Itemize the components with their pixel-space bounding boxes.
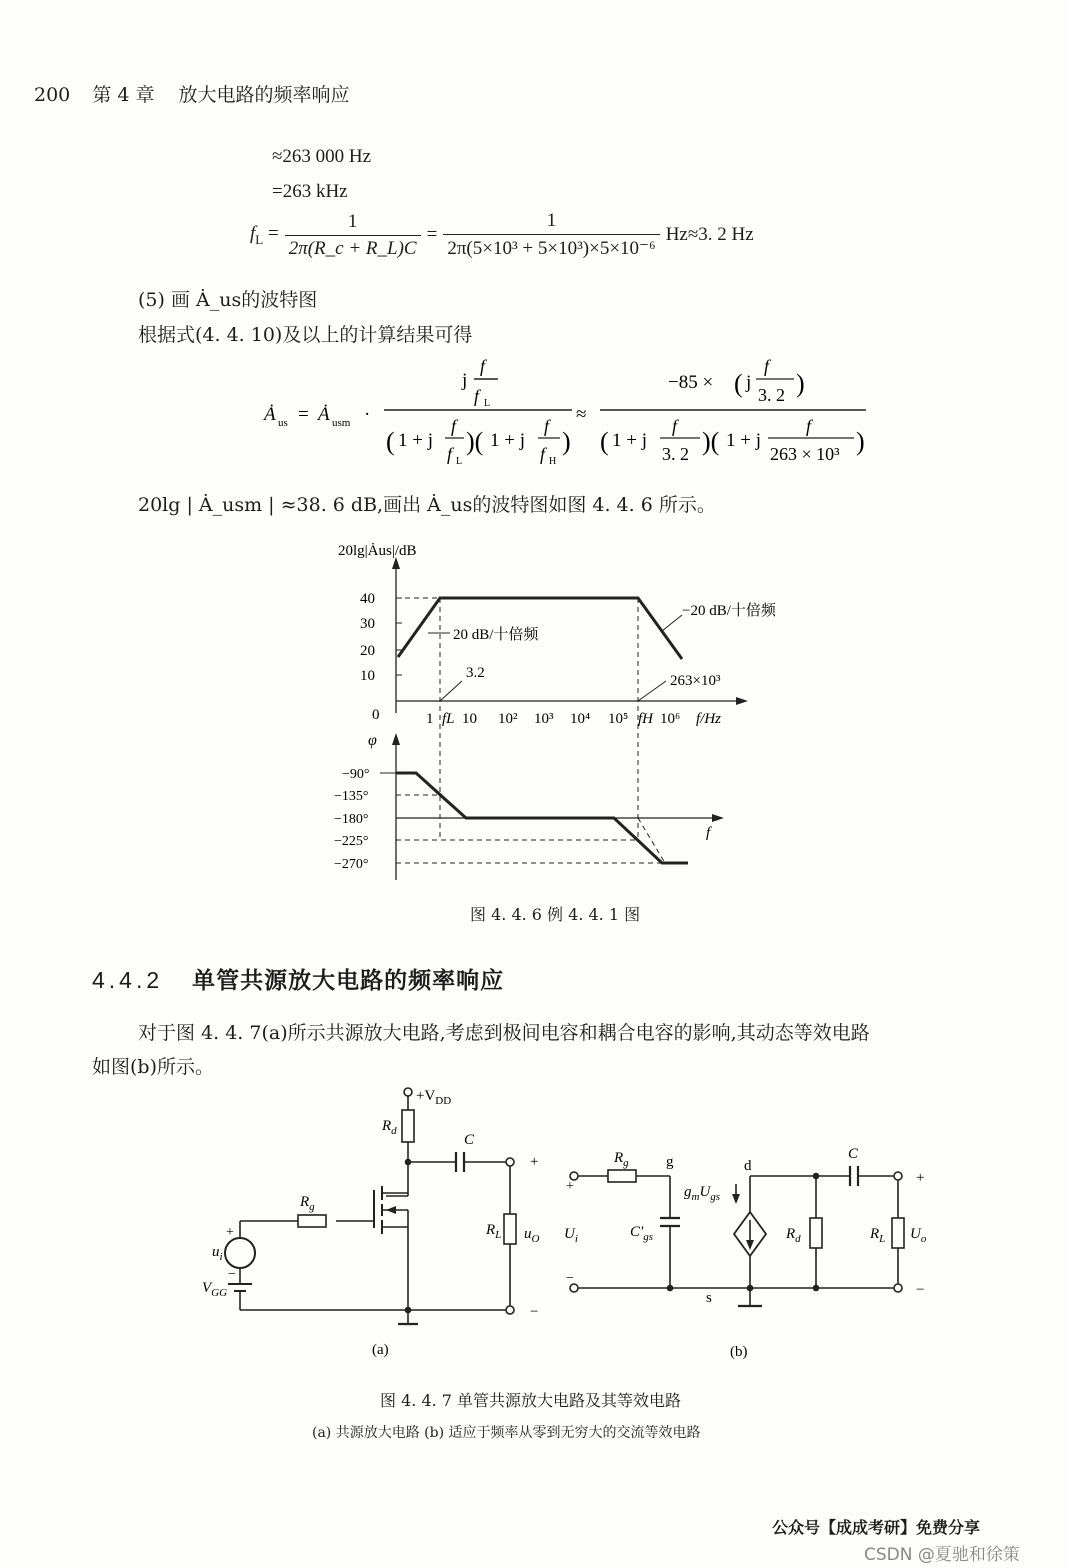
transfer-function <box>264 352 884 477</box>
output-minus-terminal-b <box>894 1284 902 1292</box>
svg-text:j: j <box>462 370 468 391</box>
figure-1-caption: 图 4. 4. 6 例 4. 4. 1 图 <box>470 905 641 924</box>
rg-resistor-b <box>608 1170 636 1182</box>
svg-text:f: f <box>540 444 546 464</box>
ui-plus: + <box>226 1225 234 1240</box>
fl-fraction-2 <box>443 210 659 260</box>
ytick-30: 30 <box>360 616 375 632</box>
fl-subscript: L <box>255 231 264 247</box>
chapter-title: 放大电路的频率响应 <box>178 84 350 106</box>
minus-b-out: − <box>916 1282 925 1298</box>
svg-text:f: f <box>474 386 480 406</box>
slope-up-label: 20 dB/十倍频 <box>453 627 539 643</box>
ytick-40: 40 <box>360 591 375 607</box>
transfer-function-svg <box>264 352 884 477</box>
marker-fl: 3.2 <box>466 665 485 681</box>
xtick-10: 10 <box>462 711 477 727</box>
fl-symbol: f <box>250 222 256 244</box>
slope-down-label: −20 dB/十倍频 <box>682 603 776 619</box>
plus-a: + <box>530 1154 539 1170</box>
svg-text:Ȧ: Ȧ <box>318 404 330 425</box>
magnitude-curve <box>398 598 682 659</box>
vdd-terminal <box>404 1088 412 1096</box>
mag-x-arrow <box>736 697 748 705</box>
cgs-label: $C'_{gs}$ <box>630 1224 654 1243</box>
csdn-watermark: CSDN @夏驰和徐策 <box>864 1545 1020 1565</box>
svg-text:1 + j: 1 + j <box>726 430 761 451</box>
formula-fl-2: 3. 2 <box>662 444 689 464</box>
svg-text:): ) <box>856 427 865 456</box>
svg-text:=: = <box>298 404 309 425</box>
fl-fraction-1 <box>285 211 421 260</box>
circuit-figure <box>190 1078 950 1368</box>
fl-frac2-num: 1 <box>546 210 557 231</box>
svg-text:≈: ≈ <box>576 404 587 425</box>
vdd-label: $+V_{DD}$ <box>416 1088 452 1107</box>
ui-label: $u_i$ <box>212 1244 223 1263</box>
paragraph-line-2: 如图(b)所示。 <box>92 1056 214 1078</box>
svg-text:)(: )( <box>466 427 484 456</box>
bode-plot <box>320 535 776 885</box>
xtick-fh: fH <box>638 711 653 727</box>
uo-label-a: $u_O$ <box>524 1226 540 1245</box>
xtick-fl: fL <box>442 711 455 727</box>
rd-resistor-b <box>810 1218 822 1248</box>
svg-text:): ) <box>796 369 805 398</box>
chapter-number: 第 4 章 <box>92 84 155 106</box>
phase-label: φ <box>368 732 377 749</box>
svg-text:L: L <box>456 456 463 467</box>
svg-text:·: · <box>364 404 371 425</box>
c-label-a: C <box>464 1132 475 1148</box>
rl-resistor-a <box>504 1214 516 1244</box>
plus-b-in: + <box>566 1179 574 1194</box>
ui-minus: − <box>228 1267 236 1282</box>
rd-label-b: $R_d$ <box>786 1226 801 1245</box>
svg-text:L: L <box>484 398 491 409</box>
gain-line: 20lg | Ȧ_usm | ≈38. 6 dB,画出 Ȧ_us的波特图如图 4. 4. 6 所示。 <box>138 494 716 516</box>
page-header <box>34 80 350 107</box>
ytick-0: 0 <box>372 707 380 723</box>
svg-text:1 + j: 1 + j <box>612 430 647 451</box>
fl-frac1-den: 2π(R_c + R_L)C <box>285 235 421 260</box>
rl-resistor-b <box>892 1218 904 1248</box>
label-b: (b) <box>730 1344 748 1360</box>
section-number: 4.4.2 <box>92 967 164 993</box>
mag-y-label: 20lg|Ȧus|/dB <box>338 543 417 559</box>
footer-credit: 公众号【成成考研】免费分享 <box>772 1518 981 1537</box>
fl-frac1-num: 1 <box>347 210 358 232</box>
svg-text:usm: usm <box>332 417 351 429</box>
xtick-10-2: 10² <box>498 711 518 727</box>
xtick-1: 1 <box>426 711 434 727</box>
equation-line-1: ≈263 000 Hz <box>272 146 372 167</box>
svg-text:(: ( <box>386 427 395 456</box>
svg-text:(: ( <box>600 427 609 456</box>
ui-source <box>225 1238 255 1268</box>
step-5-text: (5) 画 Ȧ_us的波特图 <box>138 289 318 311</box>
page-number: 200 <box>34 84 71 106</box>
svg-text:(: ( <box>734 369 743 398</box>
vgg-label: $V_{GG}$ <box>202 1280 228 1299</box>
gm-ugs-label: $g_mU_{gs}$ <box>684 1184 721 1203</box>
svg-text:Ȧ: Ȧ <box>264 404 276 425</box>
rl-label-a: $R_L$ <box>486 1222 502 1241</box>
fl-result: Hz≈3. 2 Hz <box>665 224 754 245</box>
phase-tick-270: −270° <box>334 857 369 872</box>
svg-text:f: f <box>451 416 457 436</box>
phase-axis-label: f <box>706 825 711 841</box>
section-title: 单管共源放大电路的频率响应 <box>192 967 505 994</box>
minus-b-in: − <box>566 1271 574 1286</box>
svg-text:1 + j: 1 + j <box>490 430 525 451</box>
marker-fh: 263×10³ <box>670 673 721 689</box>
paragraph-line-1: 对于图 4. 4. 7(a)所示共源放大电路,考虑到极间电容和耦合电容的影响,其动态等效电路 <box>138 1022 870 1044</box>
output-minus-terminal-a <box>506 1306 514 1314</box>
formula-coef: −85 × <box>668 372 714 393</box>
formula-fl: 3. 2 <box>758 385 785 405</box>
rg-label-b: $R_g$ <box>614 1150 629 1169</box>
svg-text:1 + j: 1 + j <box>398 430 433 451</box>
output-plus-terminal-b <box>894 1172 902 1180</box>
minus-a: − <box>530 1304 539 1320</box>
xtick-10-4: 10⁴ <box>570 711 591 727</box>
x-axis-label: f/Hz <box>696 711 722 727</box>
uo-label-b: $U_o$ <box>910 1226 927 1245</box>
plus-b-out: + <box>916 1170 925 1186</box>
according-text: 根据式(4. 4. 10)及以上的计算结果可得 <box>138 324 473 346</box>
svg-text:f: f <box>480 356 486 376</box>
phase-tick-180: −180° <box>334 812 369 827</box>
xtick-10-5: 10⁵ <box>608 711 629 727</box>
formula-fh: 263 × 10³ <box>770 444 840 464</box>
rg-label-a: $R_g$ <box>300 1194 315 1213</box>
svg-text:f: f <box>764 356 770 376</box>
rl-label-b: $R_L$ <box>870 1226 886 1245</box>
svg-text:): ) <box>562 427 571 456</box>
svg-text:us: us <box>278 417 288 429</box>
equation-line-2: =263 kHz <box>272 181 348 202</box>
phase-tick-225: −225° <box>334 834 369 849</box>
figure-2-subcaption: (a) 共源放大电路 (b) 适应于频率从零到无穷大的交流等效电路 <box>312 1425 701 1441</box>
node-g: g <box>666 1154 674 1170</box>
rd-resistor <box>402 1110 414 1142</box>
c-label-b: C <box>848 1146 859 1162</box>
section-heading <box>92 962 504 995</box>
ui-label-b: $U_i$ <box>564 1226 578 1245</box>
rd-label-a: $R_d$ <box>382 1118 397 1137</box>
equation-fl: $f_L$ = $\frac{1}{2\pi(R\_c + R\_L)C}$ = $\frac{1}{\text{2π(5×10³ + 5×10³)×5×10⁻⁶}}$ Hz≈3. 2 Hz <box>250 210 754 259</box>
svg-text:)(: )( <box>702 427 720 456</box>
svg-text:f: f <box>447 444 453 464</box>
node-d: d <box>744 1158 752 1174</box>
fl-frac2-den: 2π(5×10³ + 5×10³)×5×10⁻⁶ <box>443 234 659 260</box>
output-plus-terminal-a <box>506 1158 514 1166</box>
svg-text:f: f <box>806 416 812 436</box>
ytick-10: 10 <box>360 668 375 684</box>
figure-2-caption: 图 4. 4. 7 单管共源放大电路及其等效电路 <box>380 1391 682 1410</box>
ytick-20: 20 <box>360 643 375 659</box>
svg-text:j: j <box>746 372 752 393</box>
label-a: (a) <box>372 1342 389 1358</box>
rg-resistor-a <box>298 1215 326 1227</box>
xtick-10-6: 10⁶ <box>660 711 681 727</box>
svg-text:f: f <box>672 416 678 436</box>
svg-text:H: H <box>549 456 557 467</box>
xtick-10-3: 10³ <box>534 711 554 727</box>
phase-tick-90: −90° <box>342 767 370 782</box>
svg-text:f: f <box>544 416 550 436</box>
phase-tick-135: −135° <box>334 789 369 804</box>
node-s: s <box>706 1290 712 1306</box>
